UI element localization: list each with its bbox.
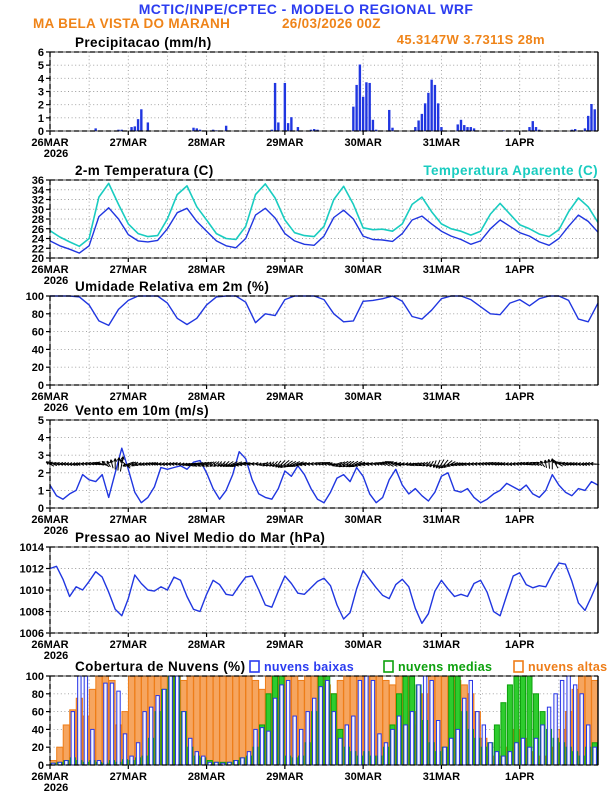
precip-bar [391,128,393,131]
nuvens-baixas-bar [143,712,146,765]
x-tick-label: 30MAR [344,264,382,276]
nuvens-baixas-bar [202,756,205,765]
nuvens-baixas-bar [319,687,322,765]
nuvens-altas-bar [220,676,226,765]
precip-bar [284,83,286,131]
y-tick-label: 2 [37,467,44,480]
legend-label: nuvens medias [398,660,493,674]
precip-bar [594,109,596,131]
nuvens-baixas-bar [247,752,250,765]
nuvens-baixas-bar [254,729,257,765]
nuvens-baixas-bar [378,734,381,765]
nuvens-altas-bar [63,725,69,765]
y-tick-label: 0 [37,380,44,392]
x-tick-label: 31MAR [422,514,461,526]
x-tick-label: 31MAR [422,771,461,783]
x-tick-label: 29MAR [266,771,304,783]
y-tick-label: 5 [37,415,44,427]
nuvens-altas-bar [226,676,232,765]
x-tick-label: 29MAR [266,391,304,403]
nuvens-baixas-bar [371,680,374,765]
nuvens-baixas-bar [404,725,407,765]
precip-bar [359,65,361,131]
nuvens-baixas-bar [450,738,453,765]
nuvens-altas-bar [200,676,206,765]
y-tick-label: 20 [31,742,44,755]
x-tick-label: 1APR [505,264,535,276]
nuvens-baixas-bar [176,676,179,765]
legend-box-icon [250,661,259,672]
panel-pressao [20,530,598,662]
legend-label: nuvens altas [528,660,608,674]
nuvens-baixas-bar [358,680,361,765]
y-tick-label: 1 [37,485,44,498]
run-datetime: 26/03/2026 00Z [282,16,381,31]
nuvens-baixas-bar [560,680,563,765]
x-tick-label: 26MAR [31,264,69,276]
y-tick-label: 0 [37,760,44,772]
precip-bar [147,122,149,131]
pressao-nivel-do-mar-line [50,563,598,623]
precip-bar [417,120,419,131]
nuvens-baixas-bar [469,680,472,765]
nuvens-baixas-bar [443,747,446,765]
nuvens-baixas-bar [476,712,479,765]
nuvens-baixas-bar [430,680,433,765]
series-legend-label: Temperatura Aparente (C) [423,163,598,178]
nuvens-altas-bar [239,676,245,765]
legend-label: nuvens baixas [264,660,355,674]
x-tick-label: 29MAR [266,514,304,526]
y-tick-label: 2 [37,99,44,112]
y-tick-label: 3 [37,86,44,99]
nuvens-baixas-bar [117,691,120,765]
nuvens-baixas-bar [110,683,113,765]
panel-vento [31,403,599,537]
nuvens-baixas-bar [293,716,296,765]
nuvens-baixas-bar [241,758,244,765]
nuvens-baixas-bar [149,707,152,765]
x-tick-label: 31MAR [422,391,461,403]
precip-bar [388,110,390,131]
precip-bar [355,85,357,131]
x-year-label: 2026 [43,402,69,414]
nuvens-baixas-bar [502,756,505,765]
nuvens-baixas-bar [280,685,283,765]
panel-umidade [26,279,598,414]
y-tick-label: 1014 [19,542,44,554]
nuvens-altas-bar [128,676,134,765]
nuvens-baixas-bar [365,676,368,765]
precip-bar [365,82,367,131]
y-tick-label: 80 [31,688,44,701]
nuvens-baixas-bar [169,676,172,765]
nuvens-baixas-bar [528,747,531,765]
panel-nuvens [26,659,608,792]
panel-temperatura [31,163,598,287]
x-tick-label: 28MAR [187,264,226,276]
x-tick-label: 31MAR [422,264,461,276]
y-tick-label: 40 [31,344,44,357]
nuvens-baixas-bar [352,716,355,765]
nuvens-baixas-bar [260,728,263,765]
y-tick-label: 22 [31,243,44,256]
nuvens-altas-bar [233,676,239,765]
nuvens-baixas-bar [521,738,524,765]
panel-title: Vento em 10m (m/s) [75,403,209,418]
precip-bar [460,120,462,131]
x-tick-label: 26MAR [31,771,69,783]
precip-bar [590,104,592,131]
nuvens-baixas-bar [489,743,492,765]
nuvens-baixas-bar [104,683,107,765]
y-tick-label: 100 [25,291,44,303]
panel-title: Umidade Relativa em 2m (%) [75,279,270,294]
nuvens-baixas-bar [78,676,81,765]
x-tick-label: 27MAR [109,137,147,149]
wind-arrow [553,460,558,468]
precip-bar [362,97,364,131]
precip-bar [274,83,276,131]
x-tick-label: 28MAR [187,514,226,526]
y-tick-label: 4 [37,432,44,445]
precip-bar [225,126,227,131]
nuvens-baixas-bar [162,689,165,765]
x-tick-label: 29MAR [266,639,304,651]
x-tick-label: 29MAR [266,264,304,276]
precip-bar [584,128,586,131]
x-tick-label: 28MAR [187,639,226,651]
precip-bar [463,125,465,131]
x-tick-label: 27MAR [109,391,147,403]
wind-arrow [540,461,544,467]
x-year-label: 2026 [43,148,69,160]
precip-bar [535,127,537,131]
nuvens-baixas-bar [130,756,133,765]
precip-bar [368,83,370,131]
y-tick-label: 36 [31,175,44,187]
y-tick-label: 20 [31,362,44,375]
nuvens-altas-bar [207,676,213,765]
nuvens-baixas-bar [123,734,126,765]
nuvens-baixas-bar [267,731,270,765]
nuvens-baixas-bar [534,738,537,765]
nuvens-baixas-bar [97,761,100,765]
y-tick-label: 1012 [19,563,44,576]
x-tick-label: 1APR [505,639,535,651]
x-year-label: 2026 [43,650,69,662]
nuvens-baixas-bar [136,743,139,765]
nuvens-baixas-bar [410,712,413,765]
x-tick-label: 26MAR [31,137,69,149]
x-year-label: 2026 [43,275,69,287]
precip-bar [277,122,279,131]
nuvens-baixas-bar [273,698,276,765]
y-tick-label: 1006 [19,628,44,640]
x-tick-label: 30MAR [344,639,382,651]
nuvens-baixas-bar [593,747,596,765]
y-tick-label: 32 [31,194,44,207]
x-tick-label: 28MAR [187,391,226,403]
x-tick-label: 1APR [505,771,535,783]
nuvens-altas-bar [96,676,102,765]
y-tick-label: 0 [37,126,44,138]
y-tick-label: 24 [31,233,44,246]
panel-title: 2-m Temperatura (C) [75,163,214,178]
x-tick-label: 30MAR [344,771,382,783]
precip-bar [587,116,589,131]
nuvens-baixas-bar [195,752,198,765]
nuvens-baixas-bar [156,696,159,765]
x-year-label: 2026 [43,525,69,537]
precip-bar [457,124,459,131]
panel-title: Pressao ao Nivel Medio do Mar (hPa) [75,530,326,545]
x-tick-label: 1APR [505,391,535,403]
x-tick-label: 1APR [505,137,535,149]
precip-bar [290,117,292,131]
y-tick-label: 0 [37,503,44,515]
nuvens-baixas-bar [567,676,570,765]
panel-precipitacao [31,32,598,160]
wind-arrow [548,459,551,468]
x-tick-label: 27MAR [109,264,147,276]
precip-bar [352,107,354,131]
panel-title: Cobertura de Nuvens (%) [75,659,246,674]
x-tick-label: 27MAR [109,771,147,783]
y-tick-label: 100 [25,671,44,683]
coords-label: 45.3147W 3.7311S 28m [396,32,545,47]
nuvens-baixas-bar [573,685,576,765]
nuvens-baixas-bar [515,743,518,765]
nuvens-baixas-bar [417,685,420,765]
nuvens-baixas-bar [306,712,309,765]
y-tick-label: 60 [31,326,44,339]
y-tick-label: 1010 [19,585,44,597]
model-title: MCTIC/INPE/CPTEC - MODELO REGIONAL WRF [138,1,474,17]
y-tick-label: 60 [31,706,44,719]
nuvens-baixas-bar [234,761,237,765]
y-tick-label: 6 [37,47,44,59]
y-tick-label: 26 [31,223,44,236]
x-tick-label: 27MAR [109,639,147,651]
x-tick-label: 31MAR [422,639,461,651]
nuvens-baixas-bar [436,721,439,766]
y-tick-label: 20 [31,253,44,265]
x-tick-label: 28MAR [187,771,226,783]
precip-bar [427,93,429,131]
wind-arrow [110,460,113,469]
x-tick-label: 27MAR [109,514,147,526]
y-tick-label: 4 [37,73,44,86]
y-tick-label: 80 [31,308,44,321]
x-tick-label: 26MAR [31,391,69,403]
nuvens-baixas-bar [508,752,511,765]
precip-bar [424,103,426,131]
y-tick-label: 34 [31,184,44,197]
nuvens-altas-bar [213,676,219,765]
y-tick-label: 30 [31,204,44,217]
nuvens-baixas-bar [547,707,550,765]
nuvens-baixas-bar [384,743,387,765]
precip-bar [437,103,439,131]
y-tick-label: 28 [31,214,44,226]
nuvens-baixas-bar [456,729,459,765]
x-year-label: 2026 [43,782,69,792]
y-tick-label: 5 [37,60,44,73]
x-tick-label: 29MAR [266,137,304,149]
legend-box-icon [514,661,523,672]
x-tick-label: 28MAR [187,137,226,149]
nuvens-baixas-bar [313,698,316,765]
y-tick-label: 1008 [19,606,44,619]
precip-bar [421,114,423,131]
precip-bar [134,126,136,131]
nuvens-baixas-bar [91,729,94,765]
nuvens-baixas-bar [65,761,68,765]
y-tick-label: 1 [37,112,44,125]
nuvens-baixas-bar [71,712,74,765]
x-tick-label: 30MAR [344,391,382,403]
nuvens-baixas-bar [495,752,498,765]
nuvens-baixas-bar [554,694,557,765]
y-tick-label: 3 [37,450,44,463]
x-tick-label: 30MAR [344,514,382,526]
precip-bar [140,109,142,131]
wind-arrow [120,457,124,472]
nuvens-baixas-bar [463,698,466,765]
nuvens-baixas-bar [423,676,426,765]
nuvens-baixas-bar [391,729,394,765]
precip-bar [372,120,374,131]
nuvens-baixas-bar [541,725,544,765]
x-tick-label: 1APR [505,514,535,526]
nuvens-baixas-bar [580,694,583,765]
y-tick-label: 40 [31,724,44,737]
station-name: MA BELA VISTA DO MARANH [33,16,231,31]
panel-title: Precipitacao (mm/h) [75,35,212,50]
nuvens-baixas-bar [299,729,302,765]
x-tick-label: 26MAR [31,639,69,651]
legend-box-icon [384,661,393,672]
nuvens-baixas-bar [345,725,348,765]
x-tick-label: 26MAR [31,514,69,526]
precip-bar [137,119,139,131]
x-tick-label: 31MAR [422,137,461,149]
x-tick-label: 30MAR [344,137,382,149]
precip-bar [430,80,432,131]
nuvens-baixas-bar [332,712,335,765]
nuvens-baixas-bar [339,738,342,765]
nuvens-baixas-bar [215,762,218,765]
nuvens-baixas-bar [189,738,192,765]
nuvens-baixas-bar [482,725,485,765]
precip-bar [434,85,436,131]
precip-bar [287,123,289,131]
nuvens-baixas-bar [587,725,590,765]
nuvens-baixas-bar [397,716,400,765]
nuvens-baixas-bar [182,712,185,765]
nuvens-baixas-bar [286,680,289,765]
nuvens-baixas-bar [84,676,87,765]
nuvens-baixas-bar [326,680,329,765]
precip-bar [532,121,534,131]
